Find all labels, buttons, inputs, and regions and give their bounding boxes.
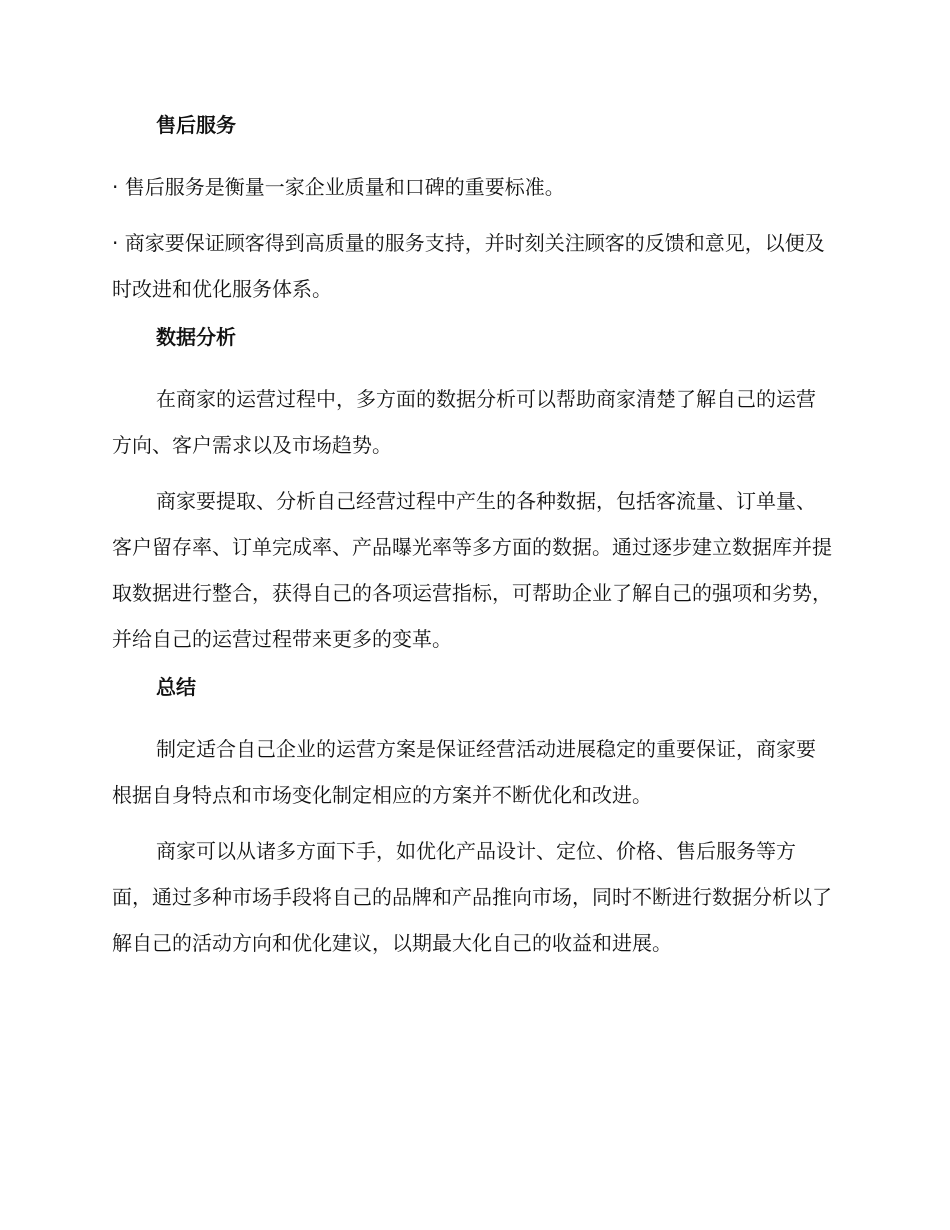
body-paragraph: 商家可以从诸多方面下手，如优化产品设计、定位、价格、售后服务等方面，通过多种市场手段将自己的品牌和产品推向市场，同时不断进行数据分析以了解自己的活动方向和优化建议，以期最大化自己的收益和进展。 xyxy=(112,839,832,955)
section-summary xyxy=(112,672,832,966)
section-heading: 总结 xyxy=(156,675,196,699)
section-heading: 售后服务 xyxy=(156,113,236,137)
body-paragraph: 制定适合自己企业的运营方案是保证经营活动进展稳定的重要保证，商家要根据自身特点和市场变化制定相应的方案并不断优化和改进。 xyxy=(112,737,816,807)
section-heading: 数据分析 xyxy=(156,325,236,349)
body-paragraph: 在商家的运营过程中，多方面的数据分析可以帮助商家清楚了解自己的运营方向、客户需求以及市场趋势。 xyxy=(112,387,816,457)
document-body xyxy=(112,110,832,976)
bullet-paragraph: · 售后服务是衡量一家企业质量和口碑的重要标准。 xyxy=(112,175,565,199)
body-paragraph: 商家要提取、分析自己经营过程中产生的各种数据，包括客流量、订单量、客户留存率、订单完成率、产品曝光率等多方面的数据。通过逐步建立数据库并提取数据进行整合，获得自己的各项运营指标，可帮助企业了解自己的强项和劣势，并给自己的运营过程带来更多的变革。 xyxy=(112,489,832,651)
section-after-sales xyxy=(112,110,832,312)
section-data-analysis xyxy=(112,322,832,662)
bullet-paragraph: · 商家要保证顾客得到高质量的服务支持，并时刻关注顾客的反馈和意见，以便及时改进和优化服务体系。 xyxy=(112,231,825,301)
